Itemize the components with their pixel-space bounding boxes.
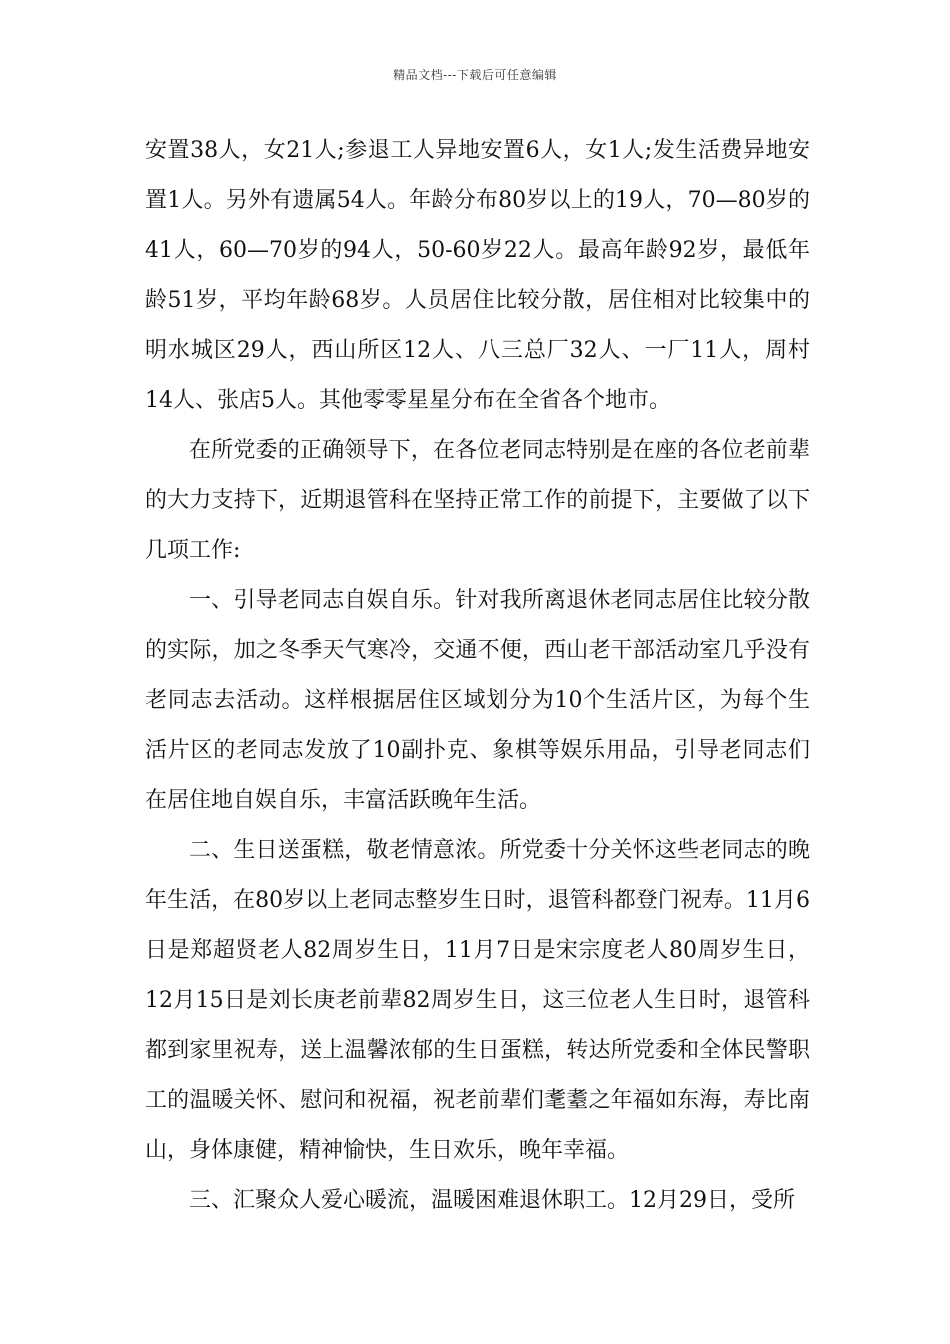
- page-header: 精品文档---下载后可任意编辑: [393, 68, 557, 82]
- paragraph-2: 在所党委的正确领导下，在各位老同志特别是在座的各位老前辈的大力支持下，近期退管科在坚持正常工作的前提下，主要做了以下几项工作:: [145, 438, 810, 563]
- paragraph-5: 三、汇聚众人爱心暖流，温暖困难退休职工。12月29日，受所: [189, 1188, 795, 1213]
- paragraph-1: 安置38人，女21人;参退工人异地安置6人，女1人;发生活费异地安置1人。另外有遗属54人。年龄分布80岁以上的19人，70—80岁的41人，60—70岁的94人，50-60岁22人。最高年龄92岁，最低年龄51岁，平均年龄68岁。人员居住比较分散，居住相对比较集中的明水城区29人，西山所区12人、八三总厂32人、一厂11人，周村14人、张店5人。其他零零星星分布在全省各个地市。: [145, 138, 810, 413]
- document-body: [145, 126, 810, 1226]
- paragraph-3: 一、引导老同志自娱自乐。针对我所离退休老同志居住比较分散的实际，加之冬季天气寒冷，交通不便，西山老干部活动室几乎没有老同志去活动。这样根据居住区域划分为10个生活片区，为每个生活片区的老同志发放了10副扑克、象棋等娱乐用品，引导老同志们在居住地自娱自乐，丰富活跃晚年生活。: [145, 588, 810, 813]
- paragraph-4: 二、生日送蛋糕，敬老情意浓。所党委十分关怀这些老同志的晚年生活，在80岁以上老同志整岁生日时，退管科都登门祝寿。11月6日是郑超贤老人82周岁生日，11月7日是宋宗度老人80周岁生日，12月15日是刘长庚老前辈82周岁生日，这三位老人生日时，退管科都到家里祝寿，送上温馨浓郁的生日蛋糕，转达所党委和全体民警职工的温暖关怀、慰问和祝福，祝老前辈们耄耋之年福如东海，寿比南山，身体康健，精神愉快，生日欢乐，晚年幸福。: [145, 838, 810, 1163]
